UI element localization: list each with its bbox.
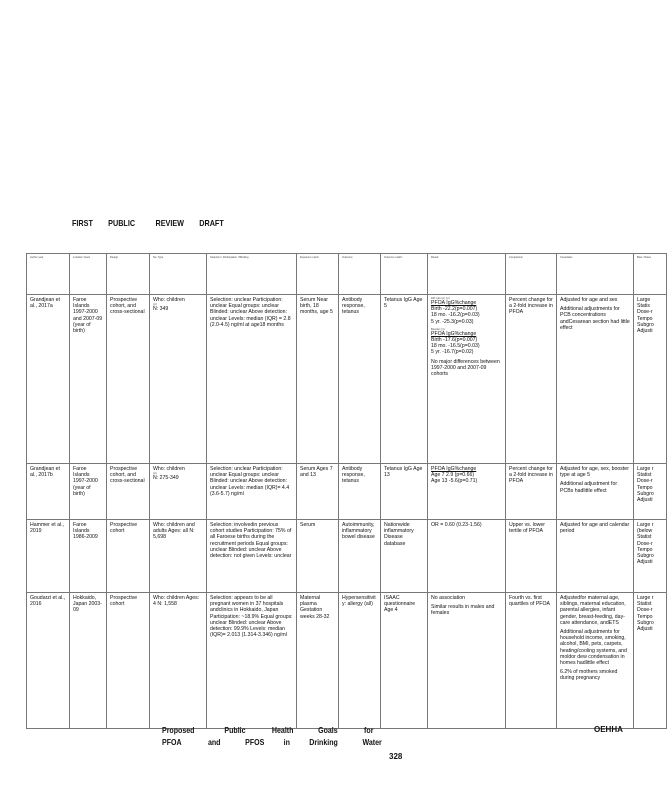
footer-word: for (364, 726, 374, 735)
bias-cell (634, 295, 667, 464)
selection-cell: Selection: appears to be all pregnant women in 37 hospitals andclinics in Hokkaido, Japan Participation: ~18.9% Equal groups: unclear Blinded: unclear Above detection: 99.9% Levels: median (IQR)= 2.013 (1.314-3.346) ng/ml (207, 593, 297, 729)
exposure-cell: Maternal plasma Gestation weeks 28-32 (297, 593, 339, 729)
result-label: Booster (yr) (431, 327, 445, 331)
footer-word: in (283, 738, 290, 747)
comparison-cell: Percent change for a 2-fold increase in PFOA (506, 295, 557, 464)
column-header: No. Type (150, 254, 207, 295)
bias-line: Subgro (637, 321, 654, 328)
result-cell (428, 464, 506, 520)
header-word: PUBLIC (108, 218, 136, 228)
study-table (26, 253, 667, 729)
bias-line: (below (637, 528, 653, 535)
result-heading: PFOA IgG%change (431, 466, 477, 472)
bias-line: Subgro (637, 553, 654, 560)
comparison-cell: Upper vs. lower tertile of PFOA (506, 520, 557, 593)
location-cell: Faroe Islands 1986-2009 (70, 520, 107, 593)
study-cell: Grandjean et al., 2017a (27, 295, 70, 464)
bias-line: Statist (637, 534, 652, 541)
bias-line: Subgro (637, 619, 654, 626)
outcome-cell: Antibody response, tetanus (339, 295, 381, 464)
result-line: 5 yr. -16.7(p=0.02) (431, 349, 474, 356)
result-label: Diff. IgG (yr) (yr) (431, 297, 450, 300)
location-cell: Faroe Islands 1997-2000 (year of birth) (70, 464, 107, 520)
table-row (27, 520, 667, 593)
bias-line: Dose-r (637, 478, 653, 485)
bias-line: Tempo (637, 546, 653, 553)
population-note: (yr) (153, 472, 157, 476)
result-cell (428, 593, 506, 729)
design-cell: Prospective cohort (107, 593, 150, 729)
column-header: Bias / Notes (634, 254, 667, 295)
outcome-cell: Autoimmunity, inflammatory bowel disease (339, 520, 381, 593)
outcome-cell: Hypersensitivity: allergy (all) (339, 593, 381, 729)
result-line: Birth -17.6(p=0.007) (431, 337, 478, 344)
matrix-cell: Tetanus IgG Age 13 (381, 464, 428, 520)
bias-line: Tempo (637, 315, 653, 322)
footer-word: Drinking (309, 738, 338, 747)
population-cell (150, 295, 207, 464)
bias-line: Large r (637, 522, 654, 528)
bias-cell (634, 464, 667, 520)
covariate-text: Additional adjustments for household income, smoking, alcohol, BMI, pets, carpets, heating/cooling systems, and moldor dew condensation in homes hadlittle effect (560, 629, 627, 667)
bias-line: Dose-r (637, 540, 653, 547)
design-cell: Prospective cohort, and cross-sectional (107, 295, 150, 464)
footer-line (162, 725, 382, 737)
covariates-cell (557, 295, 634, 464)
matrix-cell: Tetanus IgG Age 5 (381, 295, 428, 464)
bias-line: Large r (637, 595, 654, 601)
covariate-text: Adjustedfor maternal age, siblings, maternal education, parental allergies, infant gender, breast-feeding, day-care attendance, andETS (560, 595, 626, 626)
study-cell: Goudarzi et al., 2016 (27, 593, 70, 729)
selection-cell: Selection: unclear Participation: unclear Equal groups: unclear Blinded: unclear Above detection: unclear Levels: median (IQR) = 2.8 (2.0-4.5) ng/ml at age18 months (207, 295, 297, 464)
study-cell: Grandjean et al., 2017b (27, 464, 70, 520)
footer-word: PFOS (245, 738, 265, 747)
result-heading: PFOA IgG%change (431, 330, 477, 337)
population-n: N: 275-349 (153, 475, 179, 482)
bias-line: Adjusti (637, 328, 653, 335)
bias-line: Adjusti (637, 497, 653, 504)
exposure-cell: Serum Near birth, 18 months, age 5 (297, 295, 339, 464)
covariate-text: Adjusted for age and calendar period (560, 522, 630, 535)
footer-word: Public (224, 726, 246, 735)
result-note: No major differences between 1997-2000 and 2007-09 cohorts (431, 358, 500, 378)
matrix-cell: Nationwide inflammatory Disease database (381, 520, 428, 593)
design-cell: Prospective cohort (107, 520, 150, 593)
bias-line: Large (637, 297, 651, 303)
study-cell: Hammer et al., 2019 (27, 520, 70, 593)
header-word: REVIEW (155, 218, 184, 228)
matrix-cell: ISAAC questionnaire Age 4 (381, 593, 428, 729)
result-line: Age 13 -5.6(p=0.71) (431, 478, 478, 485)
document-footer (162, 725, 382, 749)
footer-word: and (207, 738, 221, 747)
column-header: Comparison (506, 254, 557, 295)
bias-line: Adjusti (637, 626, 653, 633)
exposure-cell: Serum Ages 7 and 13 (297, 464, 339, 520)
comparison-cell: Percent change for a 2-fold increase in PFOA (506, 464, 557, 520)
bias-line: Large r (637, 466, 654, 472)
column-header: Outcome (339, 254, 381, 295)
footer-word: Goals (318, 726, 338, 735)
bias-line: Statist (637, 601, 652, 608)
covariates-cell (557, 593, 634, 729)
footer-word: PFOA (162, 738, 182, 747)
table-header-row (27, 254, 667, 295)
population-n: N: 349 (153, 306, 169, 313)
selection-cell: Selection: unclear Participation: unclear Equal groups: unclear Blinded: unclear Above detection: unclear Levels: median (IQR)= 4.4 (3.6-5.7) ng/ml (207, 464, 297, 520)
bias-line: Dose-r (637, 309, 653, 316)
outcome-cell: Antibody response, tetanus (339, 464, 381, 520)
table-row (27, 593, 667, 729)
footer-word: Water (362, 738, 382, 747)
covariate-text: Additional adjustments for PCB concentrations andCesarean section had little effect (560, 306, 630, 331)
header-word: FIRST (72, 218, 93, 228)
result-line: 5 yr. -25.3(p=0.03) (431, 318, 474, 325)
covariate-text: 6.2% of mothers smoked during pregnancy (560, 669, 618, 682)
column-header: Result (428, 254, 506, 295)
bias-cell (634, 520, 667, 593)
result-line: 18 mo. -16.5(p=0.03) (431, 343, 480, 350)
selection-cell: Selection: involvedin previous cohort studies Participation: 75% of all Faroese births during the recruitment periods Equal groups: unclear Blinded: unclear Above detection: not given Levels: unclear (207, 520, 297, 593)
bias-line: Dose-r (637, 607, 653, 614)
covariate-text: Adjusted for age and sex (560, 297, 618, 303)
population-cell: Who: children and adults Ages: all N: 5,698 (150, 520, 207, 593)
exposure-cell: Serum (297, 520, 339, 593)
column-header: Location Years (70, 254, 107, 295)
draft-header (72, 218, 224, 228)
result-heading: PFOA IgG%change (431, 300, 477, 306)
column-header: Covariates (557, 254, 634, 295)
column-header: Selection / Participation / Blinding (207, 254, 297, 295)
population-who: Who: children (153, 297, 185, 303)
table-row (27, 464, 667, 520)
covariates-cell (557, 464, 634, 520)
bias-line: Tempo (637, 484, 653, 491)
footer-line (162, 737, 382, 749)
table-row (27, 295, 667, 464)
result-note: Similar results in males and females (431, 604, 495, 617)
column-header: Outcome matrix (381, 254, 428, 295)
result-cell (428, 295, 506, 464)
result-text: No association (431, 595, 466, 601)
design-cell: Prospective cohort, and cross-sectional (107, 464, 150, 520)
bias-line: Tempo (637, 613, 653, 620)
org-name: OEHHA (594, 725, 623, 734)
population-note: (yr) (153, 303, 157, 307)
bias-line: Statis (637, 303, 650, 310)
bias-line: Statist (637, 472, 652, 479)
population-cell: Who: children Ages: 4 N: 1,558 (150, 593, 207, 729)
bias-cell (634, 593, 667, 729)
population-who: Who: children (153, 466, 185, 472)
column-header: Design (107, 254, 150, 295)
result-cell: OR = 0.60 (0.23-1.56) (428, 520, 506, 593)
bias-line: Adjusti (637, 559, 653, 566)
location-cell: Faroe Islands 1997-2000 and 2007-09 (year of birth) (70, 295, 107, 464)
population-cell (150, 464, 207, 520)
result-line: Age 7 2.9 (p=0.66) (431, 472, 475, 479)
result-line: 18 mo. -16.2(p=0.03) (431, 312, 480, 319)
covariate-text: Additional adjustment for PCBs hadlittle effect (560, 481, 618, 494)
covariate-text: Adjusted for age, sex, booster type at age 5 (560, 466, 629, 479)
covariates-cell (557, 520, 634, 593)
footer-word: Proposed (162, 726, 195, 735)
footer-word: Health (271, 726, 294, 735)
header-word: DRAFT (199, 218, 224, 228)
location-cell: Hokkaido, Japan 2003-09 (70, 593, 107, 729)
page-number: 328 (389, 752, 403, 761)
result-line: Birth -22.2(p=0.007) (431, 306, 478, 313)
comparison-cell: Fourth vs. first quartiles of PFOA (506, 593, 557, 729)
column-header: Exposure matrix (297, 254, 339, 295)
column-header: Author year (27, 254, 70, 295)
bias-line: Subgro (637, 490, 654, 497)
